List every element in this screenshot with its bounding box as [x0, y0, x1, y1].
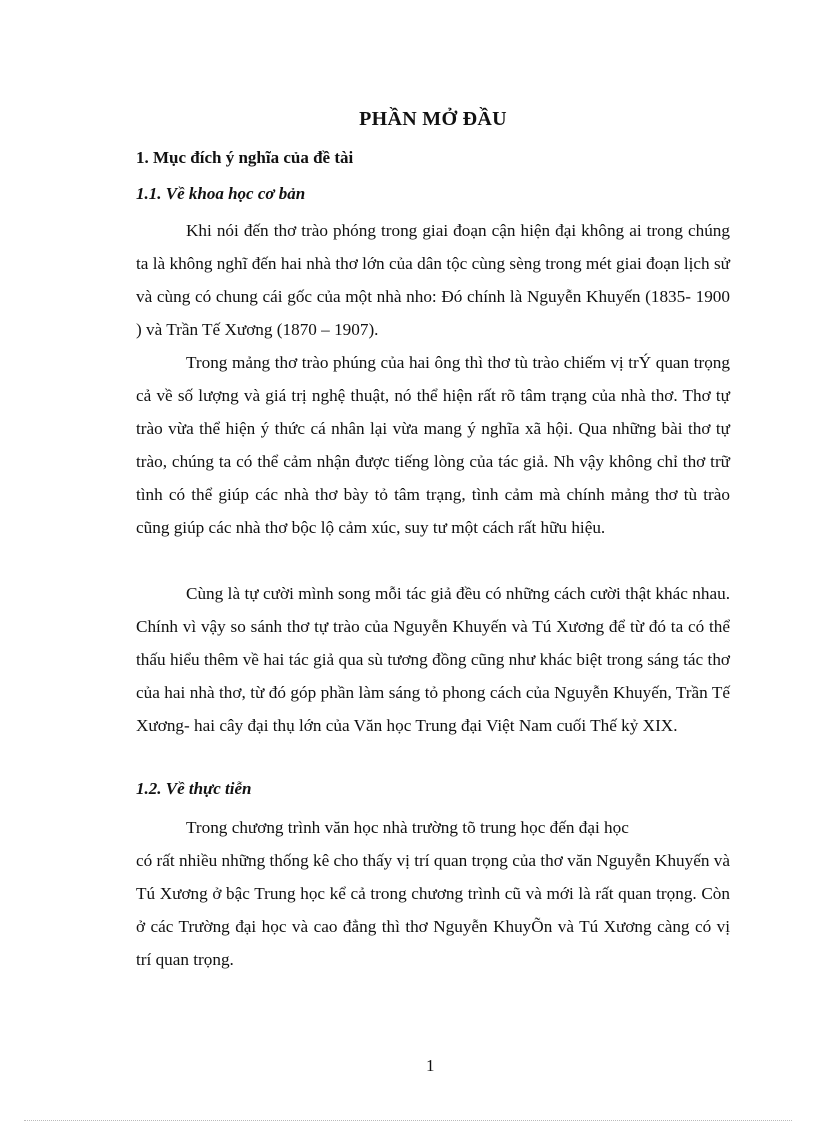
page-number: 1 [426, 1056, 435, 1075]
paragraph-1 [136, 214, 730, 346]
paragraph-4-first-line: Trong chương trình văn học nhà trường tõ trung học đến đại học [186, 818, 629, 837]
subsection-heading-science: 1.1. Về khoa học cơ bản [136, 184, 306, 203]
paragraph-3 [136, 577, 730, 742]
subsection-heading-practice: 1.2. Về thực tiễn [136, 779, 252, 798]
paragraph-4-text: có rất nhiều những thống kê cho thấy vị trí quan trọng của thơ văn Nguyễn Khuyến và Tú Xương ở bậc Trung học kể cả trong chương trình cũ và mới là rất quan trọng. Còn ở các Trường đại học và cao đẳng thì thơ Nguyễn KhuyÕn và Tú Xương càng có vị trí quan trọng. [136, 851, 730, 969]
paragraph-4 [136, 811, 730, 976]
paragraph-1-text: Khi nói đến thơ trào phóng trong giai đoạn cận hiện đại không ai trong chúng ta là không nghĩ đến hai nhà thơ lớn của dân tộc cùng sèng trong mét giai đoạn lịch sử và cùng có chung cái gốc của một nhà nho: Đó chính là Nguyễn Khuyến (1835- 1900 ) và Trần Tế Xương (1870 – 1907). [136, 221, 730, 339]
page-title: PHẦN MỞ ĐẦU [359, 108, 507, 130]
paragraph-3-text: Cùng là tự cười mình song mỗi tác giả đều có những cách cười thật khác nhau. Chính vì vậy so sánh thơ tự trào của Nguyễn Khuyến và Tú Xương để từ đó ta có thể thấu hiểu thêm về hai tác giả qua sù tương đồng cũng như khác biệt trong sáng tác thơ của hai nhà thơ, từ đó góp phần làm sáng tỏ phong cách của Nguyễn Khuyến, Trần Tế Xương- hai cây đại thụ lớn của Văn học Trung đại Việt Nam cuối Thế kỷ XIX. [136, 584, 730, 735]
document-page [136, 0, 730, 1123]
section-heading: 1. Mục đích ý nghĩa của đề tài [136, 148, 354, 167]
paragraph-2-text: Trong mảng thơ trào phúng của hai ông thì thơ tù trào chiếm vị trÝ quan trọng cả về số lượng và giá trị nghệ thuật, nó thể hiện rất rõ tâm trạng của nhà thơ. Thơ tự trào vừa thể hiện ý thức cá nhân lại vừa mang ý nghĩa xã hội. Qua những bài thơ tự trào, chúng ta có thể cảm nhận được tiếng lòng của tác giả. Nh vậy không chỉ thơ trữ tình có thể giúp các nhà thơ bày tỏ tâm trạng, tình cảm mà chính mảng thơ tù trào cũng giúp các nhà thơ bộc lộ cảm xúc, suy tư một cách rất hữu hiệu. [136, 353, 730, 537]
page-bottom-divider [24, 1120, 792, 1121]
paragraph-2 [136, 346, 730, 544]
